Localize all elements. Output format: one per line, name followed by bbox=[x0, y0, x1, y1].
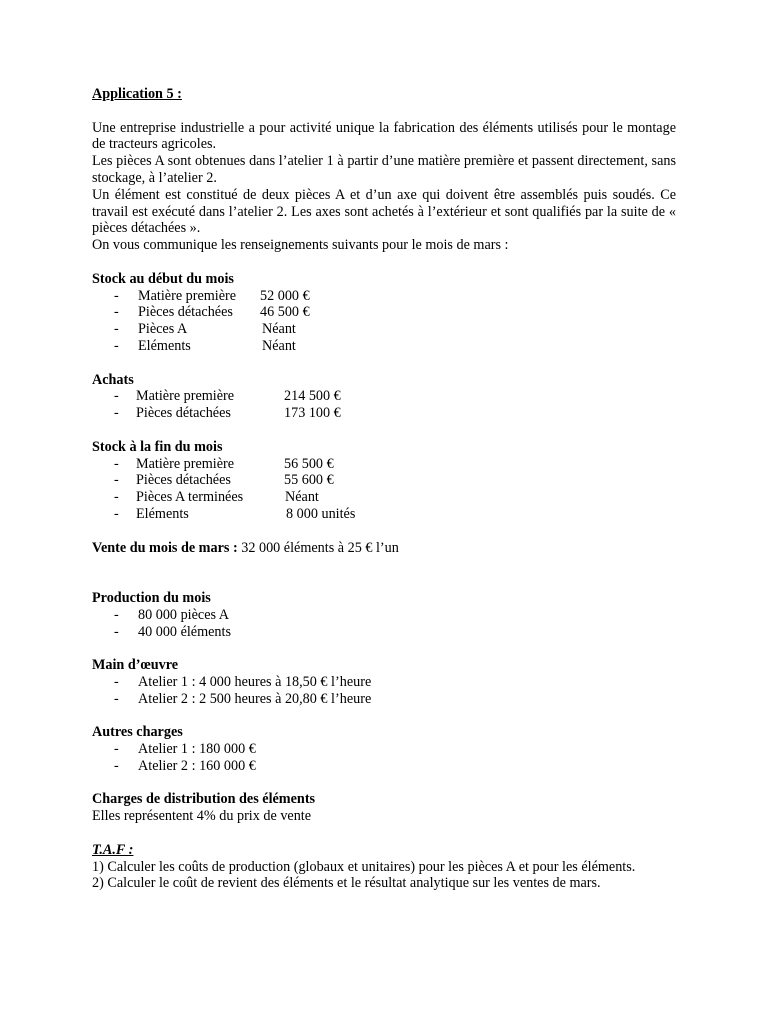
item-value: 52 000 € bbox=[260, 287, 310, 304]
list-item bbox=[92, 489, 676, 506]
main-oeuvre-heading: Main d’œuvre bbox=[92, 657, 179, 674]
stock-fin-list bbox=[92, 456, 676, 523]
list-item bbox=[92, 321, 676, 338]
autres-charges-list bbox=[92, 741, 676, 775]
item-value: Néant bbox=[285, 489, 319, 506]
intro-paragraph-2: Les pièces A sont obtenues dans l’atelier 1 à partir d’une matière première et passent directement, sans stockage, à l’atelier 2. bbox=[92, 153, 676, 186]
stock-fin-heading: Stock à la fin du mois bbox=[92, 438, 223, 455]
item-label: Matière première bbox=[138, 287, 237, 304]
item-label: Matière première bbox=[136, 388, 235, 405]
list-item bbox=[92, 624, 676, 641]
list-dash: - bbox=[114, 606, 119, 623]
item-value: 8 000 unités bbox=[286, 505, 356, 522]
list-dash: - bbox=[114, 321, 119, 338]
document-body bbox=[92, 86, 676, 892]
list-dash: - bbox=[114, 455, 119, 472]
list-dash: - bbox=[114, 505, 119, 522]
list-item bbox=[92, 288, 676, 305]
list-dash: - bbox=[114, 388, 119, 405]
stock-debut-list bbox=[92, 288, 676, 355]
list-item bbox=[92, 304, 676, 321]
stock-debut-heading: Stock au début du mois bbox=[92, 270, 234, 287]
list-item bbox=[92, 456, 676, 473]
list-dash: - bbox=[114, 673, 119, 690]
item-label: Atelier 1 : 4 000 heures à 18,50 € l’heure bbox=[138, 673, 372, 690]
list-dash: - bbox=[114, 623, 119, 640]
vente-line bbox=[92, 540, 676, 557]
intro-paragraph-4: On vous communique les renseignements suivants pour le mois de mars : bbox=[92, 237, 509, 254]
item-value: 56 500 € bbox=[284, 455, 334, 472]
list-item bbox=[92, 674, 676, 691]
autres-charges-heading: Autres charges bbox=[92, 724, 183, 741]
item-label: Matière première bbox=[136, 455, 235, 472]
taf-question-2: 2) Calculer le coût de revient des éléments et le résultat analytique sur les ventes de mars. bbox=[92, 875, 601, 892]
list-item bbox=[92, 758, 676, 775]
item-label: Pièces détachées bbox=[138, 304, 233, 321]
item-label: 40 000 éléments bbox=[138, 623, 231, 640]
list-item bbox=[92, 741, 676, 758]
list-item bbox=[92, 405, 676, 422]
distribution-text: Elles représentent 4% du prix de vente bbox=[92, 808, 312, 825]
list-item bbox=[92, 691, 676, 708]
list-dash: - bbox=[114, 287, 119, 304]
list-dash: - bbox=[114, 337, 119, 354]
item-value: 46 500 € bbox=[260, 304, 310, 321]
item-value: 55 600 € bbox=[284, 472, 334, 489]
item-label: Pièces détachées bbox=[136, 472, 231, 489]
item-value: 214 500 € bbox=[284, 388, 341, 405]
list-dash: - bbox=[114, 489, 119, 506]
list-dash: - bbox=[114, 741, 119, 758]
application-title: Application 5 : bbox=[92, 86, 182, 102]
vente-label: Vente du mois de mars : bbox=[92, 539, 238, 556]
production-heading: Production du mois bbox=[92, 589, 211, 606]
list-dash: - bbox=[114, 757, 119, 774]
list-item bbox=[92, 388, 676, 405]
intro-paragraph-3: Un élément est constitué de deux pièces A et d’un axe qui doivent être assemblés puis soudés. Ce travail est exécuté dans l’atelier 2. Les axes sont achetés à l’extérieur et sont qualifiés par la suite de « pièces détachées ». bbox=[92, 186, 676, 237]
list-dash: - bbox=[114, 304, 119, 321]
list-item bbox=[92, 338, 676, 355]
achats-list bbox=[92, 388, 676, 422]
achats-heading: Achats bbox=[92, 371, 134, 388]
intro-paragraph-1: Une entreprise industrielle a pour activité unique la fabrication des éléments utilisés pour le montage de tracteurs agricoles. bbox=[92, 119, 676, 153]
list-dash: - bbox=[114, 690, 119, 707]
item-label: Pièces détachées bbox=[136, 405, 231, 422]
list-item bbox=[92, 607, 676, 624]
taf-heading: T.A.F : bbox=[92, 841, 134, 858]
main-oeuvre-list bbox=[92, 674, 676, 708]
vente-text: 32 000 éléments à 25 € l’un bbox=[237, 539, 399, 556]
item-label: Atelier 1 : 180 000 € bbox=[138, 741, 256, 758]
item-value: Néant bbox=[262, 321, 296, 338]
item-label: Eléments bbox=[138, 337, 191, 354]
item-label: Eléments bbox=[136, 505, 189, 522]
list-item bbox=[92, 472, 676, 489]
item-label: Atelier 2 : 160 000 € bbox=[138, 757, 256, 774]
list-item bbox=[92, 506, 676, 523]
taf-question-1: 1) Calculer les coûts de production (globaux et unitaires) pour les pièces A et pour les éléments. bbox=[92, 858, 636, 875]
distribution-heading: Charges de distribution des éléments bbox=[92, 791, 316, 808]
item-value: 173 100 € bbox=[284, 405, 341, 422]
item-label: Pièces A terminées bbox=[136, 489, 244, 506]
list-dash: - bbox=[114, 472, 119, 489]
production-list bbox=[92, 607, 676, 641]
item-label: 80 000 pièces A bbox=[138, 606, 230, 623]
item-value: Néant bbox=[262, 337, 296, 354]
item-label: Atelier 2 : 2 500 heures à 20,80 € l’heure bbox=[138, 690, 372, 707]
list-dash: - bbox=[114, 405, 119, 422]
item-label: Pièces A bbox=[138, 321, 188, 338]
